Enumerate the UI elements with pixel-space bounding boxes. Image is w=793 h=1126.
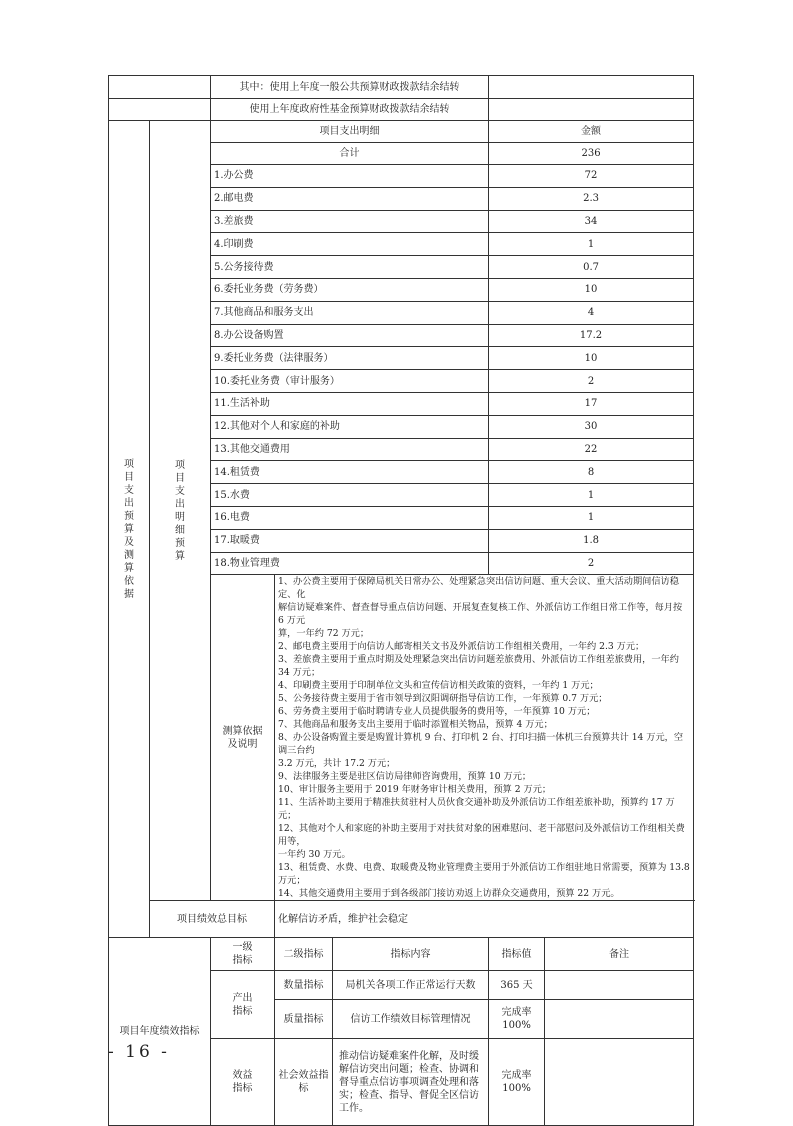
- level2-cell: 数量指标: [275, 971, 333, 1000]
- note-column-header: 备注: [545, 938, 694, 971]
- budget-document-table: [108, 75, 694, 1126]
- budget-item-amount: 2.3: [489, 187, 694, 210]
- level1-header-text: 一级指标: [232, 942, 253, 967]
- budget-item-amount: 17.2: [489, 324, 694, 347]
- value-cell: [489, 1000, 545, 1039]
- basis-line: 12、其他对个人和家庭的补助主要用于对扶贫对象的困难慰问、老干部慰问及外派信访工作组相关费用等，: [278, 823, 685, 848]
- basis-line: 一年约 30 万元。: [278, 849, 351, 861]
- budget-item-amount: 2: [489, 552, 694, 575]
- budget-item-name: 5.公务接待费: [211, 256, 489, 279]
- basis-label-text: 测算依据及说明: [222, 725, 263, 750]
- annual-indicator-label: 项目年度绩效指标: [109, 938, 211, 1126]
- content-cell: 推动信访疑难案件化解，及时缓解信访突出问题；检查、协调和督导重点信访事项调查处理和落实；检查、指导、督促全区信访工作。: [333, 1039, 489, 1126]
- budget-item-amount: 0.7: [489, 256, 694, 279]
- basis-line: 2、邮电费主要用于向信访人邮寄相关文书及外派信访工作组相关费用，一年约 2.3 万元；: [278, 641, 645, 653]
- budget-item-name: 10.委托业务费（审计服务）: [211, 370, 489, 393]
- note-cell: [545, 971, 694, 1000]
- overall-goal-value: 化解信访矛盾，维护社会稳定: [275, 901, 694, 938]
- basis-label: [211, 575, 275, 901]
- detail-label-text: 项目支出明细预算: [175, 459, 185, 562]
- total-value: 236: [489, 143, 694, 165]
- budget-item-name: 2.邮电费: [211, 187, 489, 210]
- effect-indicator-text: 效益指标: [232, 1070, 253, 1095]
- level1-column-header: [211, 938, 275, 971]
- fund-carryover-value: [489, 99, 694, 121]
- content-column-header: 指标内容: [333, 938, 489, 971]
- output-indicator-label: [211, 971, 275, 1039]
- funding-row-general: [109, 76, 694, 99]
- budget-item-amount: 1: [489, 484, 694, 507]
- budget-item-amount: 1: [489, 233, 694, 256]
- value-text: 完成率 100%: [501, 1070, 532, 1095]
- budget-item-amount: 4: [489, 301, 694, 324]
- page-number: - 16 -: [108, 1042, 170, 1062]
- basis-line: 3、差旅费主要用于重点时期及处理紧急突出信访问题差旅费用、外派信访工作组差旅费用，一年约 34 万元；: [278, 654, 679, 679]
- budget-item-amount: 8: [489, 461, 694, 484]
- budget-item-name: 1.办公费: [211, 165, 489, 188]
- budget-item-amount: 10: [489, 278, 694, 301]
- budget-header-row: [109, 121, 694, 143]
- basis-line: 11、生活补助主要用于精准扶贫驻村人员伙食交通补助及外派信访工作组差旅补助，预算约 17 万元；: [278, 797, 675, 822]
- budget-section-label: [109, 121, 150, 938]
- budget-item-name: 13.其他交通费用: [211, 438, 489, 461]
- overall-goal-label: 项目绩效总目标: [150, 901, 275, 938]
- content-cell: 信访工作绩效目标管理情况: [333, 1000, 489, 1039]
- budget-item-name: 15.水费: [211, 484, 489, 507]
- amount-column-header: 金额: [489, 121, 694, 143]
- basis-line: 3.2 万元，共计 17.2 万元；: [278, 758, 396, 770]
- section-label-text: 项目支出预算及测算依据: [124, 458, 134, 600]
- funding-row-fund: [109, 99, 694, 121]
- basis-line: 13、租赁费、水费、电费、取暖费及物业管理费主要用于外派信访工作组驻地日常需要，预算为 13.8 万元；: [278, 862, 690, 887]
- budget-item-name: 12.其他对个人和家庭的补助: [211, 415, 489, 438]
- budget-item-name: 17.取暖费: [211, 529, 489, 552]
- level2-column-header: 二级指标: [275, 938, 333, 971]
- budget-item-name: 8.办公设备购置: [211, 324, 489, 347]
- budget-item-amount: 30: [489, 415, 694, 438]
- budget-item-name: 9.委托业务费（法律服务）: [211, 347, 489, 370]
- value-cell: [489, 1039, 545, 1126]
- budget-item-amount: 1: [489, 506, 694, 529]
- budget-item-name: 16.电费: [211, 506, 489, 529]
- budget-item-amount: 72: [489, 165, 694, 188]
- budget-item-name: 4.印刷费: [211, 233, 489, 256]
- value-text: 完成率 100%: [501, 1007, 532, 1032]
- basis-line: 1、办公费主要用于保障局机关日常办公、处理紧急突出信访问题、重大会议、重大活动期间信访稳定、化: [278, 576, 679, 601]
- basis-line: 6、劳务费主要用于临时聘请专业人员提供服务的费用等，一年预算 10 万元；: [278, 706, 596, 718]
- note-cell: [545, 1039, 694, 1126]
- basis-line: 7、其他商品和服务支出主要用于临时添置相关物品，预算 4 万元；: [278, 719, 553, 731]
- output-indicator-text: 产出指标: [232, 992, 253, 1017]
- fund-carryover-label: 使用上年度政府性基金预算财政拨款结余结转: [211, 99, 489, 121]
- basis-text: [275, 575, 694, 901]
- note-cell: [545, 1000, 694, 1039]
- value-column-header: 指标值: [489, 938, 545, 971]
- budget-item-amount: 2: [489, 370, 694, 393]
- level2-cell: 社会效益指标: [275, 1039, 333, 1126]
- budget-item-amount: 17: [489, 392, 694, 415]
- budget-item-name: 6.委托业务费（劳务费）: [211, 278, 489, 301]
- budget-item-amount: 34: [489, 210, 694, 233]
- budget-item-amount: 10: [489, 347, 694, 370]
- general-carryover-value: [489, 76, 694, 99]
- detail-budget-label: [150, 121, 211, 901]
- content-cell: 局机关各项工作正常运行天数: [333, 971, 489, 1000]
- basis-line: 算，一年约 72 万元；: [278, 628, 370, 640]
- general-carryover-label: 其中：使用上年度一般公共预算财政拨款结余结转: [211, 76, 489, 99]
- budget-item-name: 7.其他商品和服务支出: [211, 301, 489, 324]
- budget-item-amount: 22: [489, 438, 694, 461]
- budget-item-name: 11.生活补助: [211, 392, 489, 415]
- budget-item-name: 3.差旅费: [211, 210, 489, 233]
- basis-line: 解信访疑难案件、督查督导重点信访问题、开展复查复核工作、外派信访工作组日常工作等，每月按 6 万元: [278, 602, 683, 627]
- effect-indicator-label: [211, 1039, 275, 1126]
- budget-item-amount: 1.8: [489, 529, 694, 552]
- budget-item-name: 18.物业管理费: [211, 552, 489, 575]
- detail-column-header: 项目支出明细: [211, 121, 489, 143]
- value-cell: 365 天: [489, 971, 545, 1000]
- total-label: 合计: [211, 143, 489, 165]
- basis-line: 5、公务接待费主要用于省市领导到汉阳调研指导信访工作，一年预算 0.7 万元；: [278, 693, 608, 705]
- basis-line: 8、办公设备购置主要是购置计算机 9 台、打印机 2 台、打印扫描一体机三台预算共计 14 万元，空调三台约: [278, 732, 684, 757]
- level2-cell: 质量指标: [275, 1000, 333, 1039]
- annual-header-row: [109, 938, 694, 971]
- budget-item-name: 14.租赁费: [211, 461, 489, 484]
- basis-line: 10、审计服务主要用于 2019 年财务审计相关费用，预算 2 万元；: [278, 784, 552, 796]
- basis-line: 14、其他交通费用主要用于到各级部门接访劝返上访群众交通费用，预算 22 万元。: [278, 888, 620, 900]
- basis-line: 4、印刷费主要用于印制单位文头和宣传信访相关政策的资料，一年约 1 万元；: [278, 680, 599, 692]
- overall-goal-row: [109, 901, 694, 938]
- basis-line: 9、法律服务主要是驻区信访局律师咨询费用，预算 10 万元；: [278, 771, 532, 783]
